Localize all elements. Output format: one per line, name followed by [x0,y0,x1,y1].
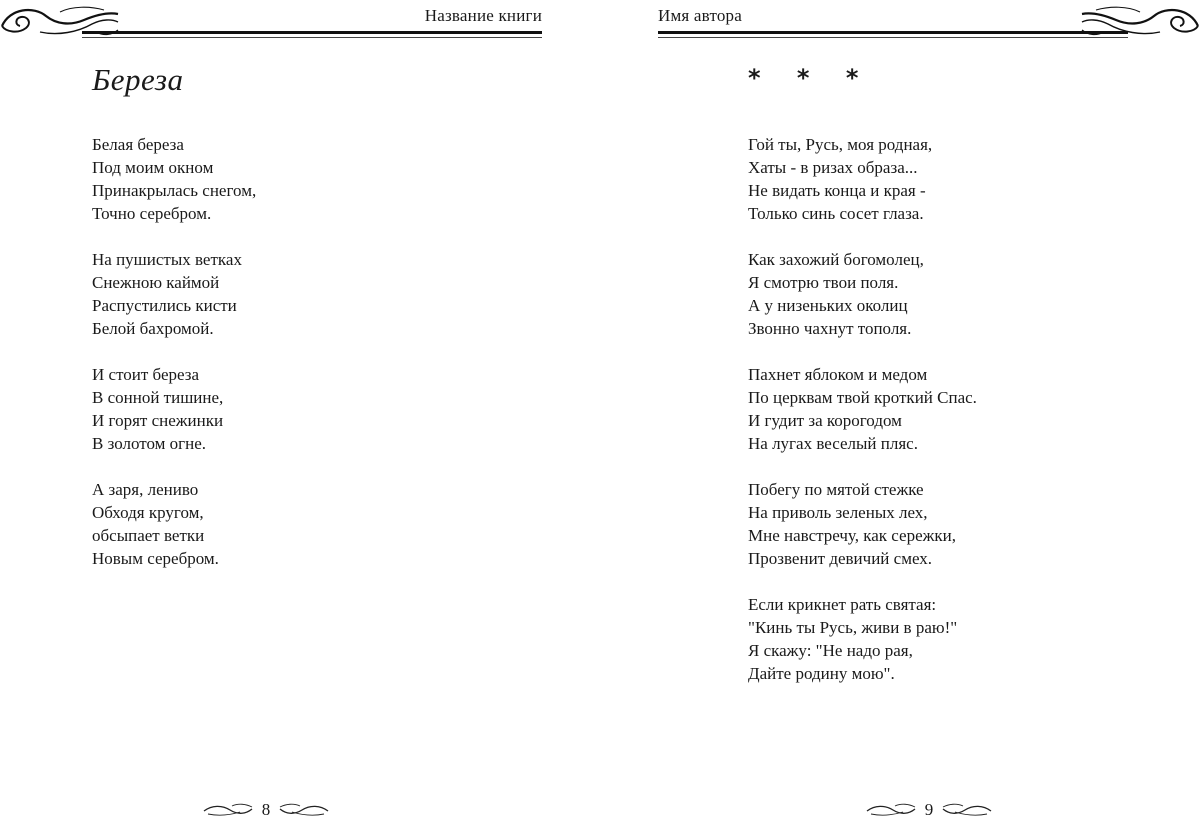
poem-line: Пахнет яблоком и медом [748,365,928,384]
folio-flourish-right-icon [278,803,330,817]
folio-flourish-left-icon [865,803,917,817]
page-footer [196,798,336,822]
poem-line: Точно серебром. [92,204,212,223]
poem-line: В сонной тишине, [92,388,224,407]
header-rule-thick [658,31,1128,34]
poem-line: И гудит за корогодом [748,411,902,430]
stanza [92,248,256,340]
running-head-book-title: Название книги [424,6,542,25]
stanza [92,363,256,455]
page-number: 8 [261,800,271,819]
poem-line: Под моим окном [92,158,214,177]
poem-line: По церквам твой кроткий Спас. [748,388,977,407]
poem-line: Хаты - в ризах образа... [748,158,918,177]
folio-flourish-right-icon [941,803,993,817]
poem-line: Как захожий богомолец, [748,250,924,269]
poem-line: Звонно чахнут тополя. [748,319,912,338]
page-footer [859,798,999,822]
poem-line: Снежною каймой [92,273,220,292]
poem-line: И стоит береза [92,365,200,384]
poem-title: Береза [92,62,184,97]
stanza [748,248,977,340]
running-head-author: Имя автора [658,6,743,25]
header-rule-thin [658,37,1128,38]
stanza [748,133,977,225]
poem-line: Принакрылась снегом, [92,181,257,200]
corner-flourish-icon [0,2,120,42]
poem-line: Белой бахромой. [92,319,214,338]
right-page [600,0,1200,827]
poem-line: Мне навстречу, как сережки, [748,526,956,545]
poem-line: В золотом огне. [92,434,206,453]
stanza [748,593,977,685]
stanza [748,363,977,455]
poem-line: На пушистых ветках [92,250,242,269]
poem-line: "Кинь ты Русь, живи в раю!" [748,618,958,637]
stanza [748,478,977,570]
poem-line: Только синь сосет глаза. [748,204,924,223]
poem-line: На приволь зеленых лех, [748,503,928,522]
poem-text [748,133,977,708]
poem-line: Белая береза [92,135,184,154]
stanza [92,133,256,225]
poem-line: Не видать конца и края - [748,181,926,200]
poem-line: А у низеньких околиц [748,296,908,315]
folio-flourish-left-icon [202,803,254,817]
header-rule-thin [82,37,542,38]
corner-flourish-icon [1080,2,1200,42]
poem-line: обсыпает ветки [92,526,205,545]
poem-line: Я смотрю твои поля. [748,273,899,292]
stanza [92,478,256,570]
header-rule-thick [82,31,542,34]
poem-line: Новым серебром. [92,549,219,568]
poem-line: Прозвенит девичий смех. [748,549,933,568]
untitled-poem-mark: * * * [748,64,873,92]
poem-text [92,133,256,593]
poem-line: Гой ты, Русь, моя родная, [748,135,933,154]
poem-line: А заря, лениво [92,480,199,499]
poem-line: Я скажу: "Не надо рая, [748,641,913,660]
poem-line: И горят снежинки [92,411,224,430]
poem-line: Побегу по мятой стежке [748,480,924,499]
poem-line: На лугах веселый пляс. [748,434,918,453]
poem-line: Если крикнет рать святая: [748,595,937,614]
poem-line: Дайте родину мою". [748,664,895,683]
poem-line: Распустились кисти [92,296,237,315]
poem-line: Обходя кругом, [92,503,204,522]
page-number: 9 [924,800,934,819]
